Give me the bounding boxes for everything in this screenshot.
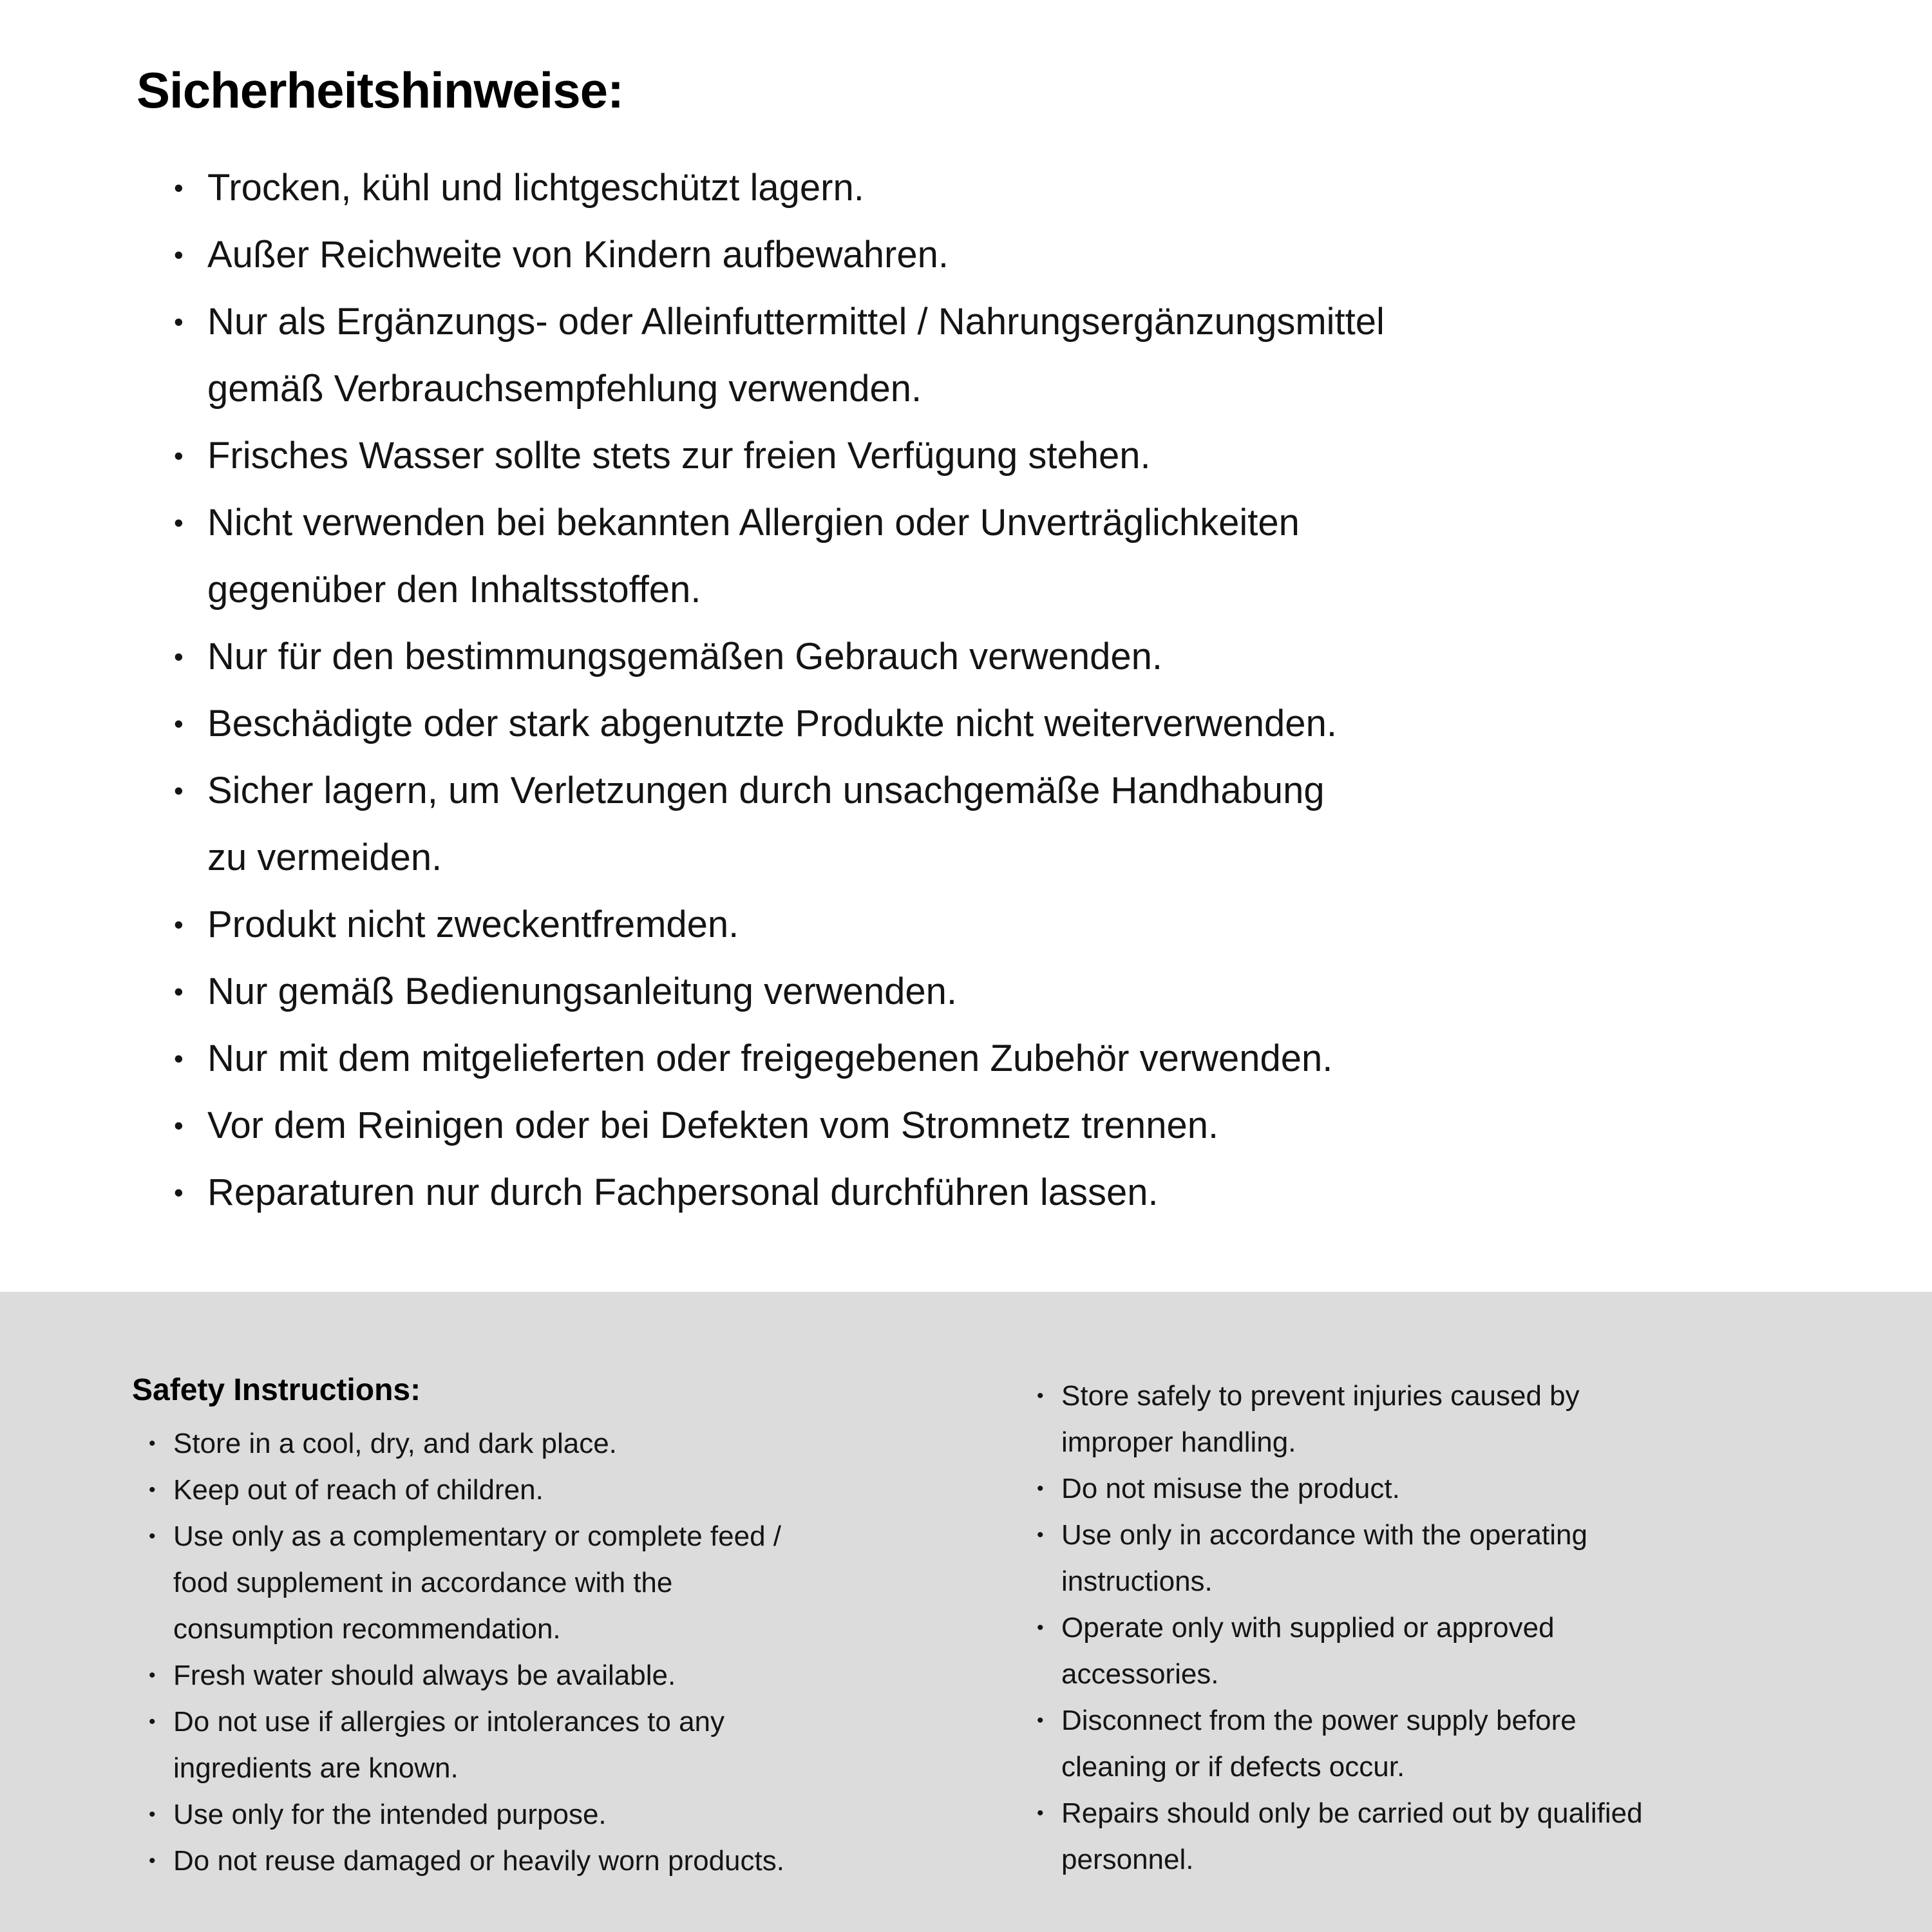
bullet-icon: •	[149, 1850, 156, 1872]
bullet-icon: •	[149, 1665, 156, 1687]
bullet-icon: •	[174, 440, 184, 471]
list-item-line: Store safely to prevent injuries caused by	[1061, 1380, 1580, 1412]
bullet-icon: •	[149, 1526, 156, 1548]
bullet-icon: •	[174, 708, 184, 739]
list-item-line: consumption recommendation.	[173, 1613, 561, 1645]
list-item-line: Nur für den bestimmungsgemäßen Gebrauch verwenden.	[207, 635, 1162, 677]
list-item-line: gegenüber den Inhaltsstoffen.	[207, 568, 701, 611]
english-safety-list-right	[1037, 1373, 1868, 1883]
list-item-line: Trocken, kühl und lichtgeschützt lagern.	[207, 166, 864, 209]
german-safety-list	[174, 155, 1855, 1226]
bullet-icon: •	[149, 1479, 156, 1501]
bullet-icon: •	[174, 909, 184, 940]
list-item-line: Use only for the intended purpose.	[173, 1799, 607, 1831]
bullet-icon: •	[174, 239, 184, 270]
bullet-icon: •	[174, 172, 184, 203]
list-item	[1037, 1698, 1868, 1790]
list-item-line: Repairs should only be carried out by qualified	[1061, 1797, 1643, 1829]
list-item-line: Frisches Wasser sollte stets zur freien Verfügung stehen.	[207, 434, 1151, 477]
list-item	[174, 155, 1855, 222]
list-item-line: Disconnect from the power supply before	[1061, 1705, 1577, 1736]
list-item	[1037, 1512, 1868, 1605]
list-item-line: improper handling.	[1061, 1426, 1296, 1458]
bullet-icon: •	[1037, 1385, 1044, 1406]
bullet-icon: •	[1037, 1803, 1044, 1824]
english-section	[0, 1292, 1932, 1932]
list-item	[1037, 1373, 1868, 1466]
list-item-line: gemäß Verbrauchsempfehlung verwenden.	[207, 367, 922, 410]
list-item	[174, 422, 1855, 489]
list-item-line: Nur mit dem mitgelieferten oder freigegebenen Zubehör verwenden.	[207, 1037, 1333, 1079]
list-item	[149, 1792, 1037, 1838]
bullet-icon: •	[149, 1804, 156, 1826]
list-item-line: Sicher lagern, um Verletzungen durch unsachgemäße Handhabung	[207, 769, 1325, 811]
english-right-column	[1037, 1370, 1868, 1932]
bullet-icon: •	[174, 1177, 184, 1208]
list-item	[1037, 1790, 1868, 1883]
list-item	[1037, 1605, 1868, 1698]
list-item	[174, 222, 1855, 289]
list-item	[174, 289, 1855, 422]
list-item-line: personnel.	[1061, 1844, 1194, 1875]
list-item	[174, 623, 1855, 690]
list-item	[149, 1838, 1037, 1884]
list-item	[149, 1513, 1037, 1653]
bullet-icon: •	[1037, 1617, 1044, 1638]
list-item	[1037, 1466, 1868, 1512]
list-item-line: Beschädigte oder stark abgenutzte Produkte nicht weiterverwenden.	[207, 702, 1337, 744]
bullet-icon: •	[174, 641, 184, 672]
list-item	[149, 1421, 1037, 1467]
english-safety-list-left	[149, 1421, 1037, 1884]
bullet-icon: •	[174, 306, 184, 337]
bullet-icon: •	[149, 1433, 156, 1455]
list-item	[174, 1025, 1855, 1092]
list-item-line: Do not use if allergies or intolerances to any	[173, 1706, 725, 1738]
list-item-line: instructions.	[1061, 1566, 1213, 1597]
list-item	[174, 690, 1855, 757]
list-item	[174, 1092, 1855, 1159]
list-item	[174, 891, 1855, 958]
list-item-line: Operate only with supplied or approved	[1061, 1612, 1555, 1643]
english-left-column	[132, 1370, 1037, 1932]
list-item-line: Nicht verwenden bei bekannten Allergien oder Unverträglichkeiten	[207, 501, 1300, 544]
list-item	[174, 1159, 1855, 1226]
list-item	[174, 489, 1855, 623]
bullet-icon: •	[149, 1711, 156, 1733]
bullet-icon: •	[174, 976, 184, 1007]
list-item-line: Produkt nicht zweckentfremden.	[207, 903, 739, 945]
list-item-line: Reparaturen nur durch Fachpersonal durchführen lassen.	[207, 1171, 1159, 1213]
list-item	[149, 1653, 1037, 1699]
section-heading-en: Safety Instructions:	[132, 1373, 421, 1407]
bullet-icon: •	[174, 775, 184, 806]
bullet-icon: •	[174, 1110, 184, 1141]
list-item-line: ingredients are known.	[173, 1752, 459, 1785]
list-item-line: Do not reuse damaged or heavily worn products.	[173, 1845, 784, 1877]
list-item-line: Nur gemäß Bedienungsanleitung verwenden.	[207, 970, 957, 1012]
list-item-line: Vor dem Reinigen oder bei Defekten vom Stromnetz trennen.	[207, 1104, 1219, 1146]
list-item-line: Store in a cool, dry, and dark place.	[173, 1428, 617, 1460]
list-item-line: Fresh water should always be available.	[173, 1660, 676, 1692]
section-heading-de: Sicherheitshinweise:	[137, 62, 623, 118]
list-item	[174, 757, 1855, 891]
list-item-line: Use only in accordance with the operating	[1061, 1519, 1587, 1551]
list-item-line: Außer Reichweite von Kindern aufbewahren.	[207, 233, 949, 276]
list-item-line: Keep out of reach of children.	[173, 1474, 544, 1506]
list-item	[174, 958, 1855, 1025]
list-item-line: Do not misuse the product.	[1061, 1473, 1400, 1504]
list-item-line: Nur als Ergänzungs- oder Alleinfuttermittel / Nahrungsergänzungsmittel	[207, 300, 1385, 343]
bullet-icon: •	[1037, 1478, 1044, 1499]
list-item-line: Use only as a complementary or complete feed /	[173, 1520, 782, 1553]
bullet-icon: •	[174, 507, 184, 538]
list-item-line: food supplement in accordance with the	[173, 1567, 673, 1599]
list-item-line: zu vermeiden.	[207, 836, 442, 878]
bullet-icon: •	[1037, 1524, 1044, 1546]
list-item	[149, 1467, 1037, 1513]
bullet-icon: •	[174, 1043, 184, 1074]
list-item-line: accessories.	[1061, 1658, 1219, 1690]
bullet-icon: •	[1037, 1710, 1044, 1731]
list-item-line: cleaning or if defects occur.	[1061, 1751, 1405, 1783]
list-item	[149, 1699, 1037, 1792]
